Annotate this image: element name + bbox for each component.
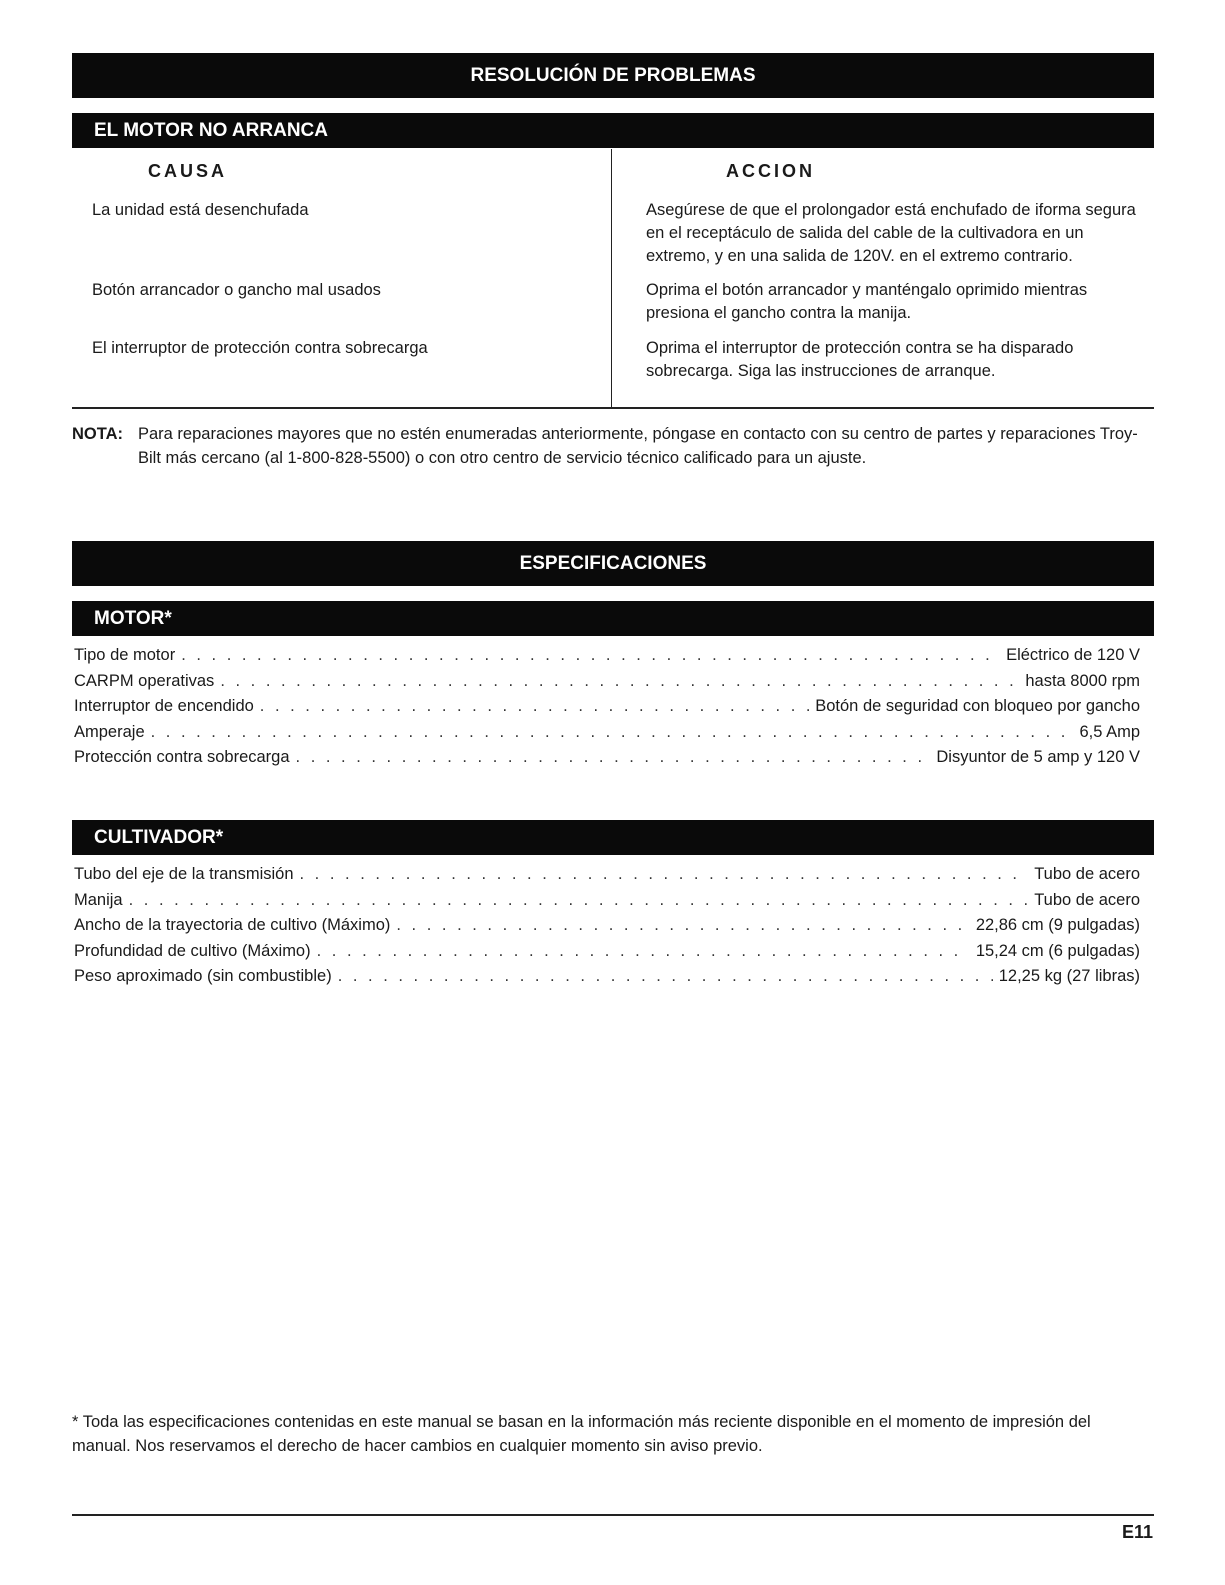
spec-label: Tipo de motor: [74, 646, 176, 664]
cultivator-heading: CULTIVADOR*: [72, 820, 1154, 855]
leader-dots: [396, 913, 969, 939]
spec-value: Tubo de acero: [1034, 865, 1140, 883]
spec-row: [74, 745, 1140, 771]
spec-value: 6,5 Amp: [1079, 722, 1140, 741]
spec-value: Disyuntor de 5 amp y 120 V: [936, 748, 1140, 766]
spec-row: [74, 720, 1140, 746]
leader-dots: [181, 643, 1000, 669]
spec-value: Botón de seguridad con bloqueo por gancho: [815, 697, 1140, 715]
spec-row: [74, 669, 1140, 695]
column-divider: [611, 149, 612, 409]
spec-label: CARPM operativas: [74, 671, 215, 690]
troubleshooting-banner: RESOLUCIÓN DE PROBLEMAS: [72, 53, 1154, 98]
cause-column-header: CAUSA: [148, 161, 228, 181]
motor-heading: MOTOR*: [72, 601, 1154, 636]
leader-dots: [296, 745, 931, 771]
spec-value: hasta 8000 rpm: [1025, 671, 1140, 690]
spec-row: [74, 964, 1140, 990]
page-number: E11: [1121, 1522, 1153, 1542]
leader-dots: [260, 694, 809, 720]
spec-row: [74, 643, 1140, 669]
troubleshooting-table: [72, 149, 1154, 409]
spec-row: [74, 862, 1140, 888]
spec-row: [74, 939, 1140, 965]
cultivator-specs: [74, 862, 1140, 990]
spec-label: Manija: [74, 890, 123, 909]
note-label: NOTA:: [72, 425, 124, 443]
specs-footnote: * Toda las especificaciones contenidas en este manual se basan en la información más reciente disponible en el momento de impresión del manual. Nos reservamos el derecho de hacer cambios en cualquier momento sin aviso previo.: [72, 1413, 1091, 1455]
spec-value: 22,86 cm (9 pulgadas): [975, 916, 1140, 934]
leader-dots: [151, 720, 1074, 746]
action-cell: Asegúrese de que el prolongador está enchufado de iforma segura en el receptáculo de salida del cable de la cultivadora en un extremo, y en una salida de 120V. en el extremo contrario.: [646, 201, 1136, 265]
spec-row: [74, 913, 1140, 939]
action-cell: Oprima el botón arrancador y manténgalo oprimido mientras presiona el gancho contra la manija.: [646, 281, 1088, 322]
action-cell: Oprima el interruptor de protección contra se ha disparado sobrecarga. Siga las instrucciones de arranque.: [646, 339, 1074, 380]
spec-label: Ancho de la trayectoria de cultivo (Máximo): [74, 916, 391, 934]
spec-label: Profundidad de cultivo (Máximo): [74, 941, 311, 960]
spec-label: Peso aproximado (sin combustible): [74, 967, 332, 985]
cause-cell: La unidad está desenchufada: [92, 201, 309, 219]
cause-cell: Botón arrancador o gancho mal usados: [92, 281, 381, 299]
leader-dots: [300, 862, 1029, 888]
spec-row: [74, 888, 1140, 914]
cause-cell: El interruptor de protección contra sobrecarga: [92, 339, 428, 357]
motor-specs: [74, 643, 1140, 771]
specifications-banner: ESPECIFICACIONES: [72, 541, 1154, 586]
action-column-header: ACCION: [726, 161, 815, 181]
spec-label: Interruptor de encendido: [74, 697, 254, 715]
spec-value: Eléctrico de 120 V: [1006, 646, 1140, 664]
spec-label: Protección contra sobrecarga: [74, 748, 290, 766]
spec-value: 15,24 cm (6 pulgadas): [975, 941, 1140, 960]
spec-value: 12,25 kg (27 libras): [998, 967, 1140, 985]
spec-label: Amperaje: [74, 722, 145, 741]
spec-row: [74, 694, 1140, 720]
footer-rule: [72, 1514, 1154, 1516]
leader-dots: [317, 939, 970, 965]
leader-dots: [129, 888, 1029, 914]
engine-wont-start-heading: EL MOTOR NO ARRANCA: [72, 113, 1154, 148]
table-bottom-rule: [72, 407, 1154, 409]
leader-dots: [220, 669, 1019, 695]
note-text: Para reparaciones mayores que no estén enumeradas anteriormente, póngase en contacto con su centro de partes y reparaciones Troy-Bilt más cercano (al 1-800-828-5500) o con otro centro de servicio técnico calificado para un ajuste.: [138, 425, 1138, 467]
spec-value: Tubo de acero: [1034, 890, 1140, 909]
leader-dots: [338, 964, 993, 990]
spec-label: Tubo del eje de la transmisión: [74, 865, 294, 883]
